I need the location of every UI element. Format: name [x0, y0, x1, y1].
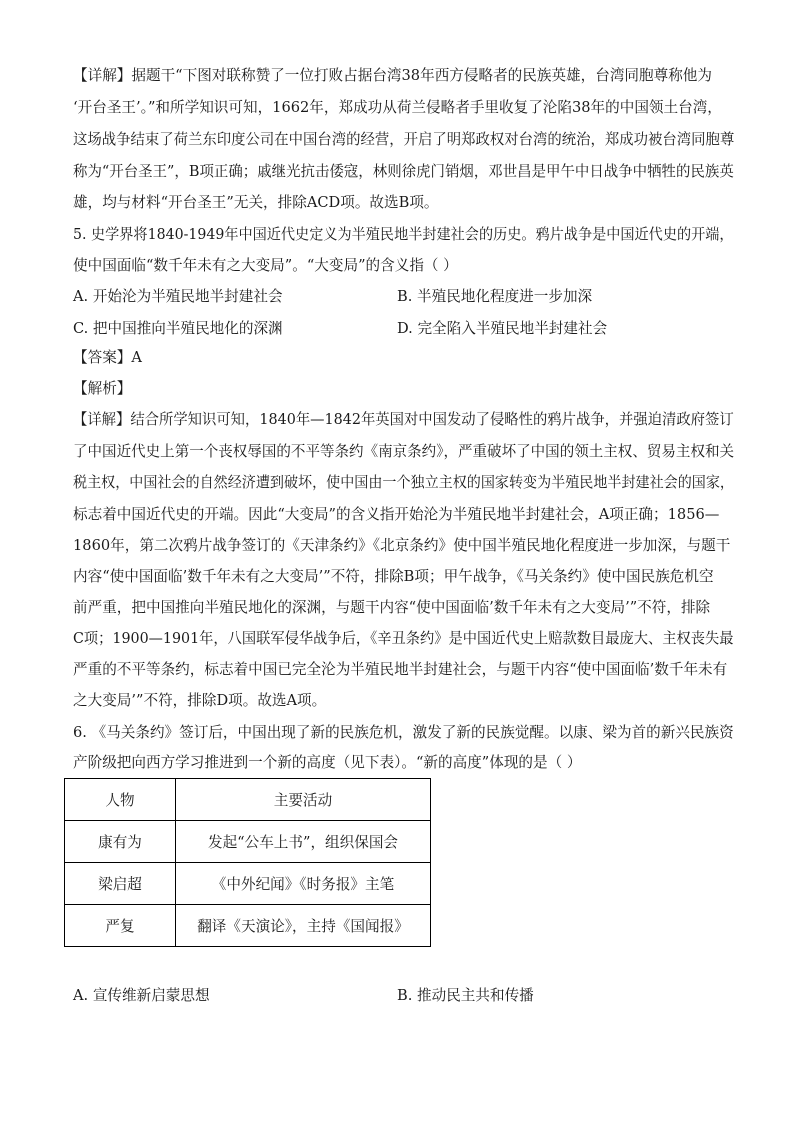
table-cell-activity: 发起“公车上书”，组织保国会	[176, 821, 431, 863]
q5-option-c: C. 把中国推向半殖民地化的深渊	[73, 320, 283, 337]
detail-intro-line-3: 这场战争结束了荷兰东印度公司在中国台湾的经营，开启了明郑政权对台湾的统治，郑成功被台湾同胞尊	[73, 131, 735, 148]
q5-detail-line-8: C项；1900—1901年，八国联军侵华战争后，《辛丑条约》是中国近代史上赔款数目最庞大、主权丧失最	[73, 630, 734, 647]
q5-option-b: B. 半殖民地化程度进一步加深	[397, 288, 593, 305]
table-header-activity: 主要活动	[176, 779, 431, 821]
q6-option-b: B. 推动民主共和传播	[397, 987, 534, 1004]
table-cell-person: 康有为	[65, 821, 176, 863]
table-row	[65, 821, 431, 863]
q5-detail-line-6: 内容“使中国面临’数千年未有之大变局’”不符，排除B项；甲午战争，《马关条约》使中国民族危机空	[73, 568, 714, 585]
q5-stem-line-2: 使中国面临“数千年未有之大变局”。“大变局”的含义指（ ）	[73, 257, 458, 274]
q5-detail-line-7: 前严重，把中国推向半殖民地化的深渊，与题干内容“使中国面临’数千年未有之大变局’”不符，排除	[73, 599, 711, 616]
q5-detail-line-9: 严重的不平等条约，标志着中国已完全沦为半殖民地半封建社会，与题干内容“使中国面临’数千年未有	[73, 661, 728, 678]
q5-answer: 【答案】A	[73, 349, 142, 366]
table-cell-person: 严复	[65, 905, 176, 947]
q5-analysis-heading: 【解析】	[73, 380, 132, 397]
q5-option-a: A. 开始沦为半殖民地半封建社会	[73, 288, 283, 305]
q5-detail-line-5: 1860年，第二次鸦片战争签订的《天津条约》《北京条约》使中国半殖民地化程度进一步加深，与题干	[73, 537, 731, 554]
q5-detail-line-10: 之大变局’”不符，排除D项。故选A项。	[73, 692, 327, 709]
detail-intro-line-2: ‘开台圣王’。”和所学知识可知，1662年，郑成功从荷兰侵略者手里收复了沦陷38年的中国领土台湾，	[73, 99, 722, 116]
q5-stem-line-1: 5. 史学界将1840-1949年中国近代史定义为半殖民地半封建社会的历史。鸦片战争是中国近代史的开端，	[73, 226, 734, 243]
table-row	[65, 905, 431, 947]
q6-option-a: A. 宣传维新启蒙思想	[73, 987, 210, 1004]
q5-option-d: D. 完全陷入半殖民地半封建社会	[397, 320, 608, 337]
detail-intro-line-1: 【详解】据题干“下图对联称赞了一位打败占据台湾38年西方侵略者的民族英雄，台湾同胞尊称他为	[73, 67, 712, 84]
table-cell-person: 梁启超	[65, 863, 176, 905]
table-cell-activity: 翻译《天演论》，主持《国闻报》	[176, 905, 431, 947]
q5-detail-line-3: 税主权，中国社会的自然经济遭到破坏，使中国由一个独立主权的国家转变为半殖民地半封建社会的国家，	[73, 474, 734, 491]
q5-detail-line-1: 【详解】结合所学知识可知，1840年—1842年英国对中国发动了侵略性的鸦片战争，并强迫清政府签订	[73, 411, 734, 428]
table-cell-activity: 《中外纪闻》《时务报》主笔	[176, 863, 431, 905]
q6-stem-line-1: 6. 《马关条约》签订后，中国出现了新的民族危机，激发了新的民族觉醒。以康、梁为首的新兴民族资	[73, 724, 734, 741]
table-header-person: 人物	[65, 779, 176, 821]
q6-stem-line-2: 产阶级把向西方学习推进到一个新的高度（见下表）。“新的高度”体现的是（ ）	[73, 754, 582, 771]
q5-detail-line-4: 标志着中国近代史的开端。因此“大变局”的含义指开始沦为半殖民地半封建社会，A项正确；1856—	[73, 506, 720, 523]
q5-detail-line-2: 了中国近代史上第一个丧权辱国的不平等条约《南京条约》，严重破坏了中国的领土主权、贸易主权和关	[73, 443, 735, 460]
q6-table	[64, 778, 431, 947]
detail-intro-line-4: 称为“开台圣王”，B项正确；戚继光抗击倭寇，林则徐虎门销烟，邓世昌是甲午中日战争中牺牲的民族英	[73, 163, 734, 180]
detail-intro-line-5: 雄，均与材料“开台圣王”无关，排除ACD项。故选B项。	[73, 194, 439, 211]
table-header-row	[65, 779, 431, 821]
table-row	[65, 863, 431, 905]
